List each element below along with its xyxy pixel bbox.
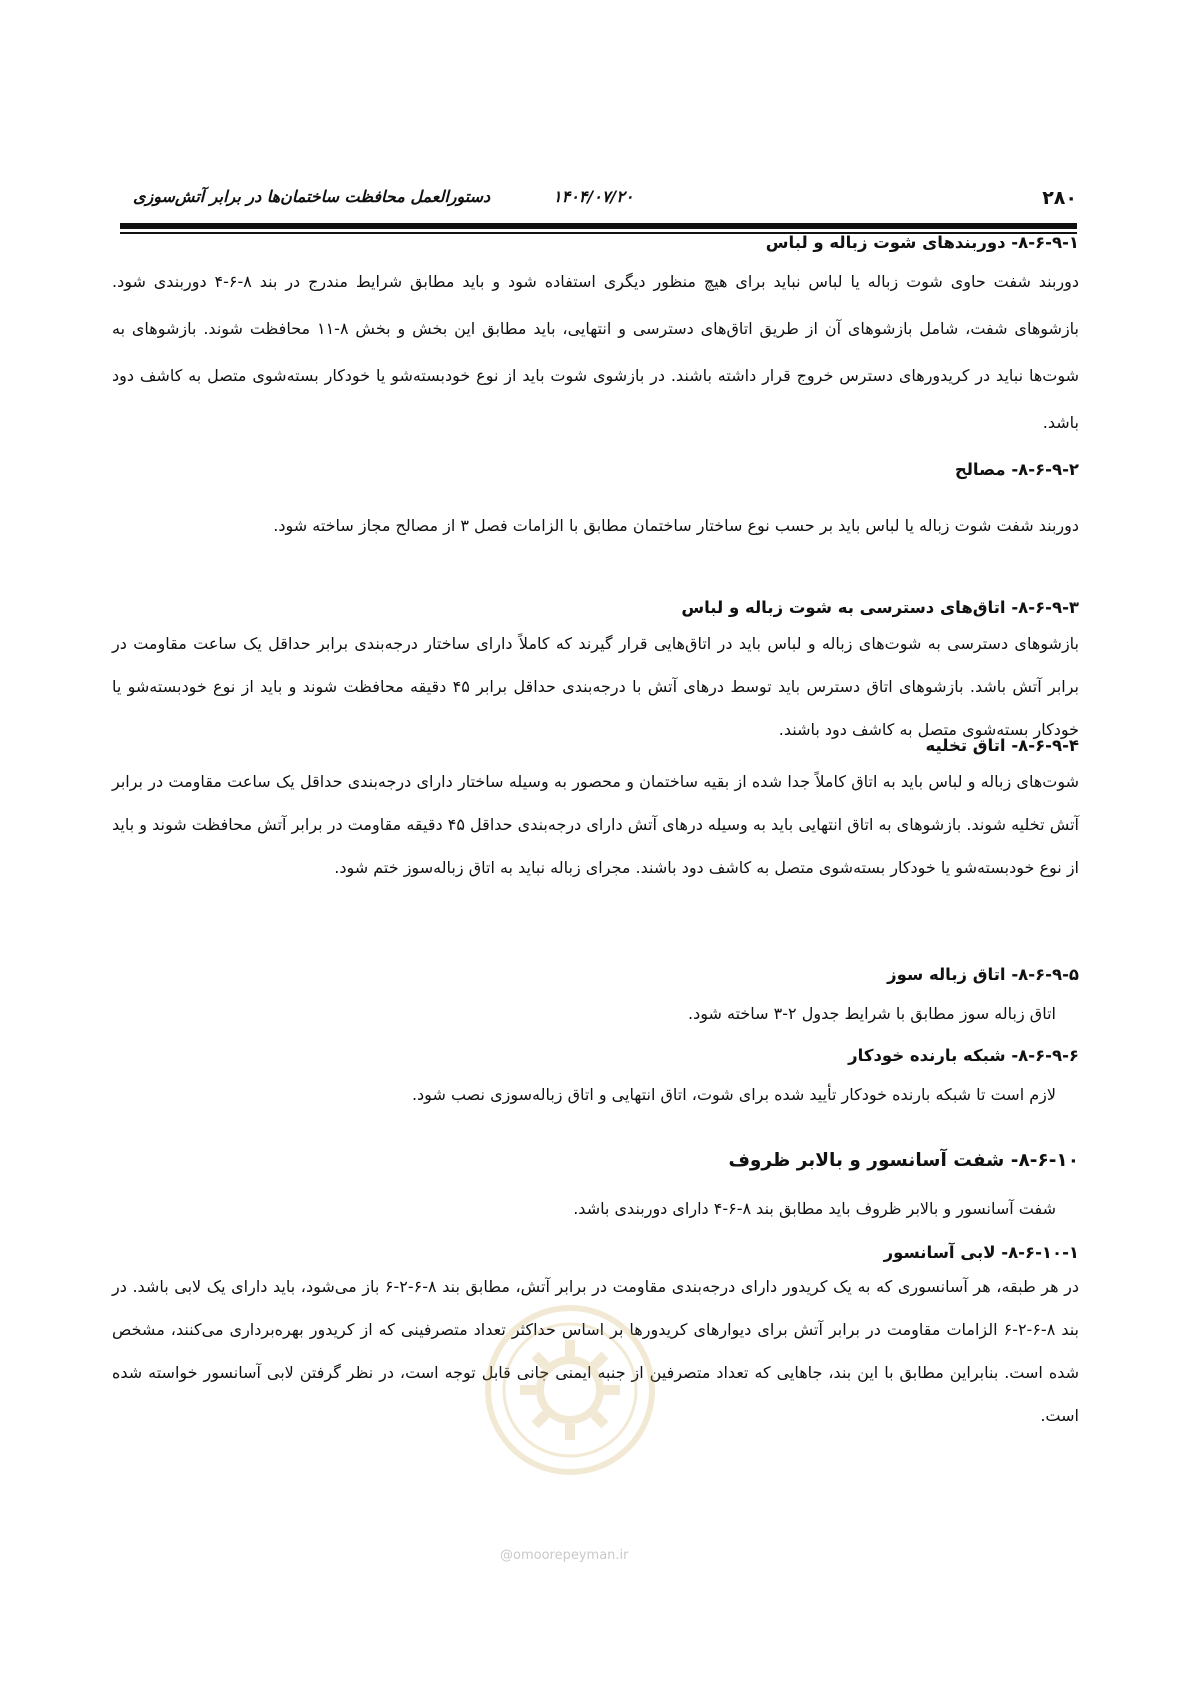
section-paragraph: در هر طبقه، هر آسانسوری که به یک کریدور دارای درجه‌بندی مقاومت در برابر آتش، مطابق بند ۸-۶-۲-۶ باز می‌شود، باید دارای یک لابی باشد. در بند ۸-۶-۲-۶ الزامات مقاومت در برابر آتش برای دیوارهای کریدورها بر اساس حداکثر تعداد متصرفینی که از کریدور بهره‌برداری می‌کنند، مشخص شده است. بنابراین مطابق با این بند، جاهایی که تعداد متصرفین از جنبه ایمنی جانی قابل توجه است، در نظر گرفتن لابی آسانسور خواسته شده است.	[112, 1277, 1080, 1425]
section-heading: ۸-۶-۹-۴- اتاق تخلیه	[925, 736, 1079, 755]
section-heading: ۸-۶-۹-۲- مصالح	[954, 460, 1079, 479]
section-paragraph: لازم است تا شبکه بارنده خودکار تأیید شده برای شوت، اتاق انتهایی و اتاق زباله‌سوزی نصب شود.	[411, 1085, 1056, 1104]
section-paragraph: بازشوهای دسترسی به شوت‌های زباله و لباس باید در اتاق‌هایی قرار گیرند که کاملاً دارای ساختار درجه‌بندی برابر حداقل یک ساعت مقاومت در برابر آتش باشد. بازشوهای اتاق دسترس باید توسط درهای آتش با درجه‌بندی حداقل برابر ۴۵ دقیقه محافظت شوند و باید از نوع خودبسته‌شو یا خودکار بسته‌شوی متصل به کاشف دود باشند.	[112, 634, 1080, 739]
header-title: دستورالعمل محافظت ساختمان‌ها در برابر آتش‌سوزی	[133, 187, 491, 206]
section-paragraph: دوربند شفت شوت زباله یا لباس باید بر حسب نوع ساختار ساختمان مطابق با الزامات فصل ۳ از مصالح مجاز ساخته شود.	[273, 516, 1079, 535]
section-heading: ۸-۶-۱۰- شفت آسانسور و بالابر ظروف	[728, 1150, 1079, 1171]
watermark-url: @omoorepeyman.ir	[500, 1548, 629, 1563]
section-heading: ۸-۶-۹-۱- دوربندهای شوت زباله و لباس	[765, 233, 1079, 252]
section-heading: ۸-۶-۱۰-۱- لابی آسانسور	[883, 1243, 1079, 1262]
header-rule-thick	[120, 223, 1077, 229]
section-paragraph: شفت آسانسور و بالابر ظروف باید مطابق بند ۸-۶-۴ دارای دوربندی باشد.	[573, 1199, 1056, 1218]
page-header	[120, 183, 1077, 219]
section-heading: ۸-۶-۹-۶- شبکه بارنده خودکار	[848, 1046, 1079, 1065]
header-date: ۱۴۰۴/۰۷/۲۰	[553, 187, 634, 206]
section-paragraph: دوربند شفت حاوی شوت زباله یا لباس نباید برای هیچ منظور دیگری استفاده شود و باید مطابق شرایط مندرج در بند ۸-۶-۴ دوربندی شود. بازشوهای شفت، شامل بازشوهای آن از طریق اتاق‌های دسترسی و انتهایی، باید مطابق این بخش و بخش ۸-۱۱ محافظت شوند. بازشوهای به شوت‌ها نباید در کریدورهای دسترس خروج قرار داشته باشند. در بازشوی شوت باید از نوع خودبسته‌شو یا خودکار بسته‌شوی متصل به کاشف دود باشد.	[112, 272, 1080, 432]
section-paragraph: شوت‌های زباله و لباس باید به اتاق کاملاً جدا شده از بقیه ساختمان و محصور به وسیله ساختار دارای درجه‌بندی حداقل یک ساعت مقاومت در برابر آتش تخلیه شوند. بازشوهای به اتاق انتهایی باید به وسیله درهای آتش دارای درجه‌بندی حداقل ۴۵ دقیقه مقاومت در برابر آتش محافظت شوند و باید از نوع خودبسته‌شو یا خودکار بسته‌شوی متصل به کاشف دود باشند. مجرای زباله نباید به اتاق زباله‌سوز ختم شود.	[112, 772, 1080, 877]
section-heading: ۸-۶-۹-۳- اتاق‌های دسترسی به شوت زباله و لباس	[681, 598, 1079, 617]
watermark-logo-icon	[480, 1300, 660, 1480]
section-paragraph: اتاق زباله سوز مطابق با شرایط جدول ۲-۳ ساخته شود.	[688, 1004, 1056, 1023]
section-heading: ۸-۶-۹-۵- اتاق زباله سوز	[887, 965, 1079, 984]
page-number: ۲۸۰	[1042, 187, 1077, 209]
